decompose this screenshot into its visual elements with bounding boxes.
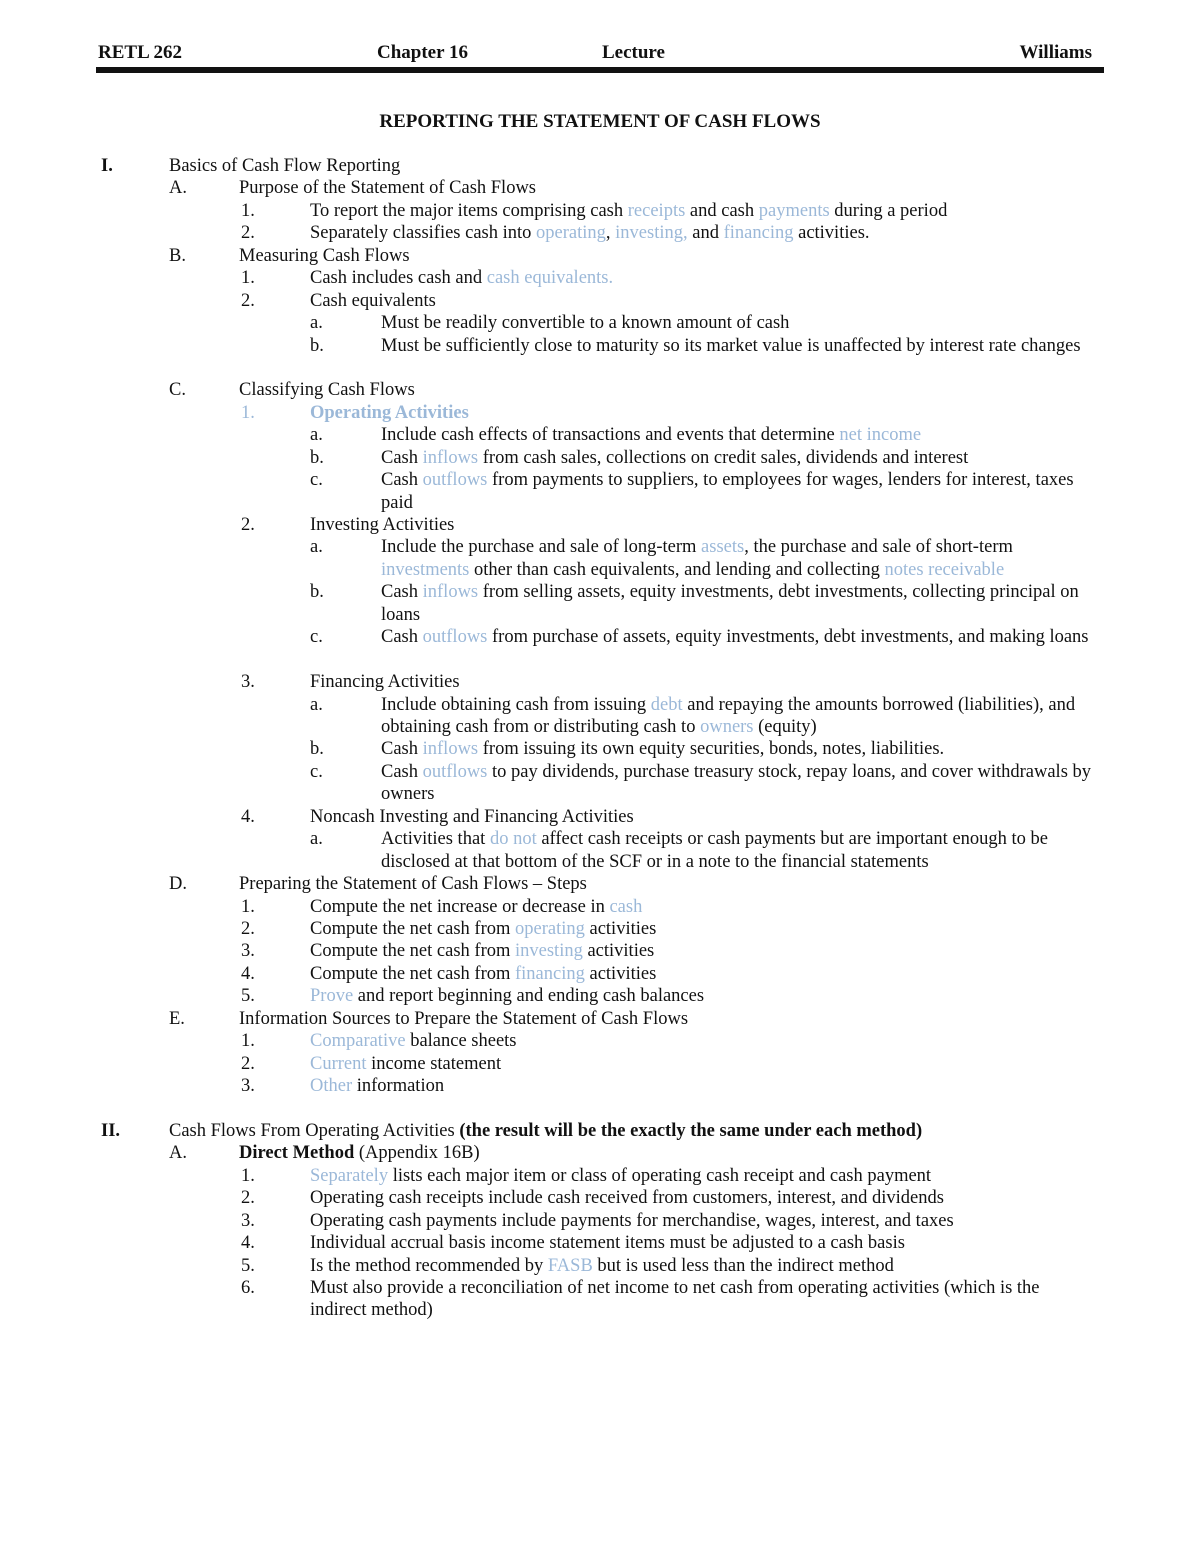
item-marker: A.: [169, 178, 187, 199]
item-text: Measuring Cash Flows: [239, 245, 410, 266]
list-item: [0, 1210, 1200, 1232]
section-spacer: [0, 1098, 1200, 1120]
text-run: from payments to suppliers, to employees for wages, lenders for interest, taxes paid: [381, 470, 1074, 513]
item-marker: 3.: [241, 1076, 255, 1097]
item-marker: 1.: [241, 896, 255, 917]
highlighted-term: Other: [310, 1076, 353, 1097]
item-text: [310, 1255, 894, 1277]
item-marker: 4.: [241, 963, 255, 984]
highlighted-term: Current: [310, 1053, 367, 1074]
list-item: [0, 536, 1200, 581]
text-run: from issuing its own equity securities, bonds, notes, liabilities.: [478, 739, 945, 760]
subsection-heading: [0, 1142, 1200, 1164]
item-marker: 2.: [241, 223, 255, 244]
item-marker: a.: [310, 537, 323, 558]
item-marker: a.: [310, 313, 323, 334]
item-marker: c.: [310, 761, 323, 782]
item-marker: a.: [310, 694, 323, 715]
list-item: [0, 335, 1200, 380]
item-text: [381, 469, 1099, 514]
text-run: income statement: [366, 1053, 502, 1074]
item-marker: 3.: [241, 1210, 255, 1231]
item-marker: b.: [310, 447, 324, 468]
item-marker: 1.: [241, 200, 255, 221]
text-run: and report beginning and ending cash balances: [353, 986, 705, 1007]
list-item: [0, 896, 1200, 918]
section-marker: I.: [101, 156, 113, 176]
item-text: Operating Activities: [310, 402, 469, 423]
list-item: [0, 424, 1200, 446]
item-text: [239, 1142, 480, 1164]
item-text: [310, 1030, 517, 1052]
item-marker: 2.: [241, 290, 255, 311]
list-item: [0, 918, 1200, 940]
text-run: (equity): [753, 717, 817, 738]
item-text: Investing Activities: [310, 515, 455, 536]
text-run: information: [352, 1076, 445, 1097]
section-heading: [0, 1120, 1200, 1142]
highlighted-term: payments: [758, 200, 830, 221]
item-marker: a.: [310, 829, 323, 850]
text-run: other than cash equivalents, and lending and collecting: [469, 559, 885, 580]
item-marker: 5.: [241, 986, 255, 1007]
list-item: [0, 200, 1200, 222]
item-marker: B.: [169, 245, 186, 266]
highlighted-term: do not: [489, 829, 537, 850]
item-marker: c.: [310, 470, 323, 491]
highlighted-term: investing: [515, 941, 583, 962]
text-run: Cash: [381, 447, 423, 468]
list-item: [0, 671, 1200, 693]
item-text: [381, 581, 1099, 626]
text-run: from selling assets, equity investments, debt investments, collecting principal on loans: [381, 582, 1079, 625]
item-text: Individual accrual basis income statement items must be adjusted to a cash basis: [310, 1233, 905, 1254]
text-run: Activities that: [381, 829, 490, 850]
list-item: [0, 963, 1200, 985]
highlighted-term: outflows: [422, 761, 488, 782]
text-run: activities: [582, 941, 655, 962]
item-text: Operating cash receipts include cash received from customers, interest, and dividends: [310, 1188, 944, 1209]
list-item: [0, 1030, 1200, 1052]
highlighted-term: Prove: [310, 986, 354, 1007]
highlighted-term: cash: [609, 896, 643, 917]
item-text: [381, 828, 1099, 873]
item-text: Noncash Investing and Financing Activities: [310, 806, 634, 827]
text-run: ,: [605, 223, 616, 244]
highlighted-term: owners: [700, 717, 754, 738]
list-item: [0, 1255, 1200, 1277]
item-text: [381, 424, 1099, 446]
highlighted-term: debt: [650, 694, 683, 715]
text-run: (Appendix 16B): [354, 1143, 480, 1164]
item-marker: c.: [310, 627, 323, 648]
list-item: [0, 761, 1200, 806]
list-item: [0, 1075, 1200, 1097]
item-marker: A.: [169, 1143, 187, 1164]
highlighted-term: investing,: [615, 223, 688, 244]
highlighted-term: receipts: [627, 200, 686, 221]
page-title: REPORTING THE STATEMENT OF CASH FLOWS: [379, 111, 821, 132]
section-heading: [0, 155, 1200, 177]
item-marker: 4.: [241, 806, 255, 827]
text-run: Include cash effects of transactions and events that determine: [381, 425, 840, 446]
highlighted-term: financing: [723, 223, 794, 244]
text-run: affect cash receipts or cash payments but are important enough to be disclosed at that bottom of the SCF or in a note to the financial statements: [381, 829, 1049, 872]
item-text: [310, 222, 870, 244]
item-marker: 1.: [241, 268, 255, 289]
list-item: [0, 447, 1200, 469]
text-run: to pay dividends, purchase treasury stock, repay loans, and cover withdrawals by owners: [381, 761, 1092, 805]
list-item: [0, 1232, 1200, 1254]
item-marker: 1.: [241, 1165, 255, 1186]
text-run: Compute the net cash from: [310, 919, 515, 939]
item-marker: b.: [310, 739, 324, 760]
list-item: [0, 312, 1200, 334]
text-run: Is the method recommended by: [310, 1255, 548, 1276]
subsection-heading: [0, 873, 1200, 895]
item-text: Preparing the Statement of Cash Flows – Steps: [239, 874, 587, 895]
list-item: [0, 828, 1200, 873]
text-run: Separately classifies cash into: [310, 223, 537, 244]
list-item: [0, 626, 1200, 671]
item-text: Must be readily convertible to a known amount of cash: [381, 313, 790, 334]
list-item: [0, 469, 1200, 514]
highlighted-term: operating: [536, 223, 606, 244]
highlighted-term: cash equivalents.: [486, 268, 614, 289]
list-item: [0, 1277, 1200, 1322]
item-marker: 3.: [241, 941, 255, 962]
course-code: RETL 262: [98, 42, 182, 63]
section-marker: II.: [101, 1120, 121, 1141]
list-item: [0, 940, 1200, 962]
item-marker: 4.: [241, 1233, 255, 1254]
list-item: [0, 402, 1200, 424]
highlighted-term: inflows: [422, 582, 479, 603]
text-run: and repaying the amounts borrowed (liabilities), and obtaining cash from or distributing cash to: [381, 694, 1076, 738]
item-marker: b.: [310, 335, 324, 356]
list-item: [0, 290, 1200, 312]
text-run: , the purchase and sale of short-term: [744, 537, 1013, 558]
item-marker: 3.: [241, 672, 255, 693]
section-text: [169, 1120, 922, 1142]
subsection-heading: [0, 1008, 1200, 1030]
item-text: [381, 761, 1099, 806]
list-item: [0, 694, 1200, 739]
item-marker: C.: [169, 380, 186, 401]
highlighted-term: assets: [701, 537, 745, 558]
item-text: Must also provide a reconciliation of net income to net cash from operating activities (which is the indirect method): [310, 1278, 1040, 1321]
item-text: Cash equivalents: [310, 290, 436, 311]
item-text: [381, 626, 1099, 648]
text-run: and cash: [685, 200, 759, 221]
highlighted-term: financing: [515, 963, 585, 984]
section-text: Basics of Cash Flow Reporting: [169, 156, 401, 176]
list-item: [0, 985, 1200, 1007]
item-marker: D.: [169, 874, 187, 895]
text-run: lists each major item or class of operating cash receipt and cash payment: [388, 1165, 932, 1186]
item-marker: b.: [310, 582, 324, 603]
item-marker: 2.: [241, 919, 255, 939]
text-run: Cash: [381, 761, 423, 782]
text-run: To report the major items comprising cash: [310, 200, 628, 221]
item-marker: E.: [169, 1008, 185, 1029]
item-text: [310, 985, 704, 1007]
text-run: Include the purchase and sale of long-term: [381, 537, 702, 558]
highlighted-term: investments: [381, 559, 470, 580]
highlighted-term: operating: [515, 919, 585, 939]
highlighted-term: notes receivable: [884, 559, 1005, 580]
text-run: from purchase of assets, equity investments, debt investments, and making loans: [487, 627, 1089, 648]
item-text: [310, 918, 656, 940]
item-text: [381, 536, 1099, 581]
text-run: Cash: [381, 739, 423, 760]
subsection-heading: [0, 177, 1200, 199]
author-name: Williams: [1019, 42, 1092, 63]
text-run: activities: [584, 919, 657, 939]
text-run: Cash includes cash and: [310, 268, 487, 289]
highlighted-term: outflows: [422, 627, 488, 648]
text-run: Cash: [381, 627, 423, 648]
text-run: balance sheets: [405, 1031, 517, 1052]
list-item: [0, 514, 1200, 536]
item-text: [310, 1075, 444, 1097]
item-text: [310, 200, 947, 222]
lecture-outline: [0, 155, 1200, 1322]
item-text: [381, 447, 1099, 469]
text-run: Cash: [381, 470, 423, 491]
text-run: activities.: [793, 223, 870, 244]
text-run: Compute the net cash from: [310, 963, 515, 984]
header-rule: [96, 67, 1104, 73]
document-type: Lecture: [602, 42, 665, 63]
list-item: [0, 581, 1200, 626]
item-text: Information Sources to Prepare the Statement of Cash Flows: [239, 1008, 689, 1029]
item-text: [381, 694, 1099, 739]
item-text: [310, 940, 654, 962]
list-item: [0, 1187, 1200, 1209]
text-run: during a period: [829, 200, 948, 221]
page-header: [96, 40, 1104, 70]
item-text: [310, 963, 656, 985]
subsection-heading: [0, 245, 1200, 267]
item-text: Must be sufficiently close to maturity so its market value is unaffected by interest rate changes: [381, 335, 1081, 356]
highlighted-term: inflows: [422, 447, 479, 468]
item-marker: a.: [310, 425, 323, 446]
item-marker: 6.: [241, 1278, 255, 1298]
bold-note: (the result will be the exactly the same under each method): [459, 1120, 923, 1141]
highlighted-term: Separately: [310, 1165, 389, 1186]
text-run: Cash Flows From Operating Activities: [169, 1120, 460, 1141]
list-item: [0, 1053, 1200, 1075]
text-run: Compute the net increase or decrease in: [310, 896, 610, 917]
item-text: [310, 1053, 501, 1075]
chapter-label: Chapter 16: [377, 42, 468, 63]
text-run: Include obtaining cash from issuing: [381, 694, 651, 715]
highlighted-term: outflows: [422, 470, 488, 491]
item-text: Operating cash payments include payments for merchandise, wages, interest, and taxes: [310, 1210, 954, 1231]
highlighted-term: Comparative: [310, 1031, 406, 1052]
list-item: [0, 267, 1200, 289]
highlighted-term: net income: [839, 425, 922, 446]
item-marker: 5.: [241, 1255, 255, 1276]
bold-term: Direct Method: [239, 1143, 355, 1164]
item-text: Purpose of the Statement of Cash Flows: [239, 178, 537, 199]
text-run: Compute the net cash from: [310, 941, 515, 962]
list-item: [0, 222, 1200, 244]
item-text: [310, 267, 613, 289]
highlighted-term: FASB: [547, 1255, 593, 1276]
item-text: [381, 738, 1099, 760]
item-marker: 2.: [241, 515, 255, 536]
text-run: Cash: [381, 582, 423, 603]
item-text: [310, 896, 642, 918]
list-item: [0, 806, 1200, 828]
item-text: Financing Activities: [310, 672, 460, 693]
list-item: [0, 738, 1200, 760]
subsection-heading: [0, 379, 1200, 401]
item-marker: 2.: [241, 1188, 255, 1209]
item-marker: 1.: [241, 402, 255, 423]
text-run: from cash sales, collections on credit sales, dividends and interest: [478, 447, 969, 468]
list-item: [0, 1165, 1200, 1187]
item-marker: 1.: [241, 1031, 255, 1052]
item-marker: 2.: [241, 1053, 255, 1074]
item-text: Classifying Cash Flows: [239, 380, 415, 401]
text-run: activities: [584, 963, 657, 984]
item-text: [310, 1165, 931, 1187]
text-run: and: [687, 223, 724, 244]
highlighted-term: inflows: [422, 739, 479, 760]
text-run: but is used less than the indirect method: [592, 1255, 894, 1276]
